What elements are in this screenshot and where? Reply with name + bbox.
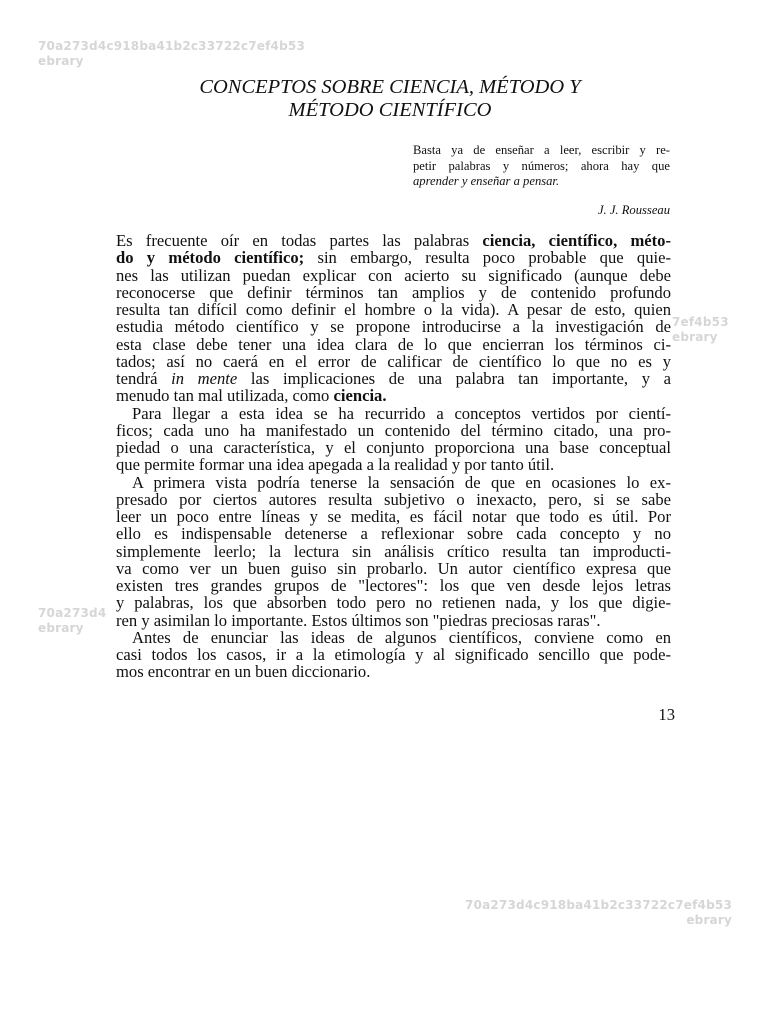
paragraph-line: que permite formar una idea apegada a la realidad y por tanto útil. xyxy=(116,455,555,475)
paragraph-line: nes las utilizan puedan explicar con acierto su significado (aunque debe xyxy=(116,265,671,285)
watermark-code: 7ef4b53 xyxy=(672,315,729,329)
paragraph-line: existen tres grandes grupos de "lectores": los que ven desde lejos letras xyxy=(116,576,671,595)
epigraph-author: J. J. Rousseau xyxy=(597,203,670,217)
paragraph-line: piedad o una característica, y el conjunto proporciona una base conceptual xyxy=(116,438,671,457)
epigraph-line: aprender y enseñar a pensar. xyxy=(413,174,560,188)
watermark-brand: ebrary xyxy=(686,913,732,927)
paragraph-line: mos encontrar en un buen diccionario. xyxy=(116,662,371,682)
paragraph-line: menudo tan mal utilizada, como ciencia. xyxy=(116,386,387,406)
paragraph-line: tados; así no caerá en el error de calificar de científico lo que no es y xyxy=(116,351,671,371)
paragraph-line: A primera vista podría tenerse la sensación de que en ocasiones lo ex- xyxy=(132,472,671,492)
watermark-code: 70a273d4c918ba41b2c33722c7ef4b53 xyxy=(465,898,732,912)
epigraph-quote xyxy=(413,143,670,190)
paragraph-line: esta clase debe tener una idea clara de lo que encierran los términos ci- xyxy=(116,334,671,354)
paragraph-line: estudia método científico y se propone introducirse a la investigación de xyxy=(116,317,671,337)
chapter-title xyxy=(160,76,620,122)
bold-term: ciencia. xyxy=(333,386,387,406)
watermark-brand: ebrary xyxy=(38,54,84,68)
paragraph-line: ficos; cada uno ha manifestado un contenido del término citado, una pro- xyxy=(116,420,671,440)
watermark-middle-left xyxy=(38,606,118,636)
paragraph-line: Es frecuente oír en todas partes las palabras ciencia, científico, méto- xyxy=(116,231,671,250)
paragraph-line: Antes de enunciar las ideas de algunos científicos, conviene como en xyxy=(132,627,671,647)
watermark-code: 70a273d4c918ba41b2c33722c7ef4b53 xyxy=(38,39,305,53)
watermark-top-left xyxy=(38,39,305,69)
paragraph-line: va como ver un buen guiso sin probarlo. Un autor científico expresa que xyxy=(116,558,671,578)
paragraph-line: tendrá in mente las implicaciones de una palabra tan importante, y a xyxy=(116,369,672,388)
paragraph-line: y palabras, los que absorben todo pero no retienen nada, y los que digie- xyxy=(116,593,671,613)
paragraph-line: presado por ciertos autores resulta subjetivo o inexacto, pero, si se sabe xyxy=(116,489,671,509)
paragraph-line: Para llegar a esta idea se ha recurrido a conceptos vertidos por cientí- xyxy=(132,403,671,423)
paragraph-line: resulta tan difícil como definir el hombre o la vida). A pesar de esto, quien xyxy=(116,300,671,319)
paragraph-line: ello es indispensable detenerse a reflexionar sobre cada concepto y no xyxy=(116,524,671,544)
body-text xyxy=(116,232,671,681)
paragraph-line: reconocerse que definir términos tan amplios y de contenido profundo xyxy=(116,282,671,302)
epigraph-line: Basta ya de enseñar a leer, escribir y re- xyxy=(413,143,670,157)
bold-term: do y método científico; xyxy=(116,248,305,268)
chapter-title-line-1: CONCEPTOS SOBRE CIENCIA, MÉTODO Y xyxy=(199,76,581,98)
page-number: 13 xyxy=(658,705,675,724)
chapter-title-line-2: MÉTODO CIENTÍFICO xyxy=(288,99,492,121)
watermark-bottom-right xyxy=(432,898,732,928)
watermark-brand: ebrary xyxy=(38,621,84,635)
paragraph-line: leer un poco entre líneas y se medita, es fácil notar que todo es útil. Por xyxy=(116,507,671,526)
paragraph-line: do y método científico; sin embargo, resulta poco probable que quie- xyxy=(116,248,671,268)
paragraph-line: ren y asimilan lo importante. Estos últimos son "piedras preciosas raras". xyxy=(116,610,601,630)
watermark-middle-right xyxy=(672,315,732,345)
bold-term: ciencia, científico, méto- xyxy=(482,231,671,250)
watermark-code: 70a273d4 xyxy=(38,606,107,620)
paragraph-line: casi todos los casos, ir a la etimología y al significado sencillo que pode- xyxy=(116,645,671,664)
italic-term: in mente xyxy=(171,369,238,388)
paragraph-line: simplemente leerlo; la lectura sin análisis crítico resulta tan improducti- xyxy=(116,541,671,561)
epigraph-line: petir palabras y números; ahora hay que xyxy=(413,158,670,173)
watermark-brand: ebrary xyxy=(672,330,718,344)
